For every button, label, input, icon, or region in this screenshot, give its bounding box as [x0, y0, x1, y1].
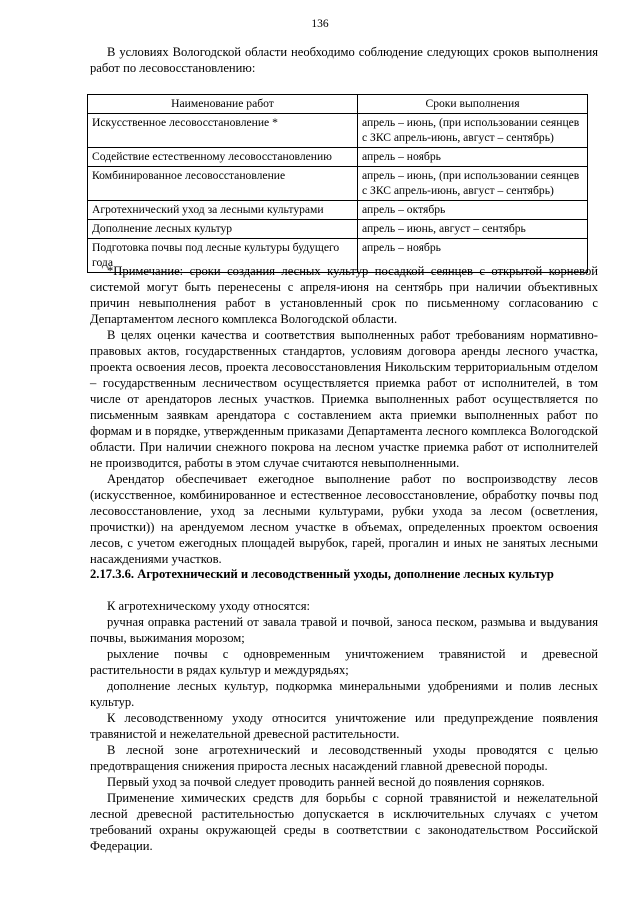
table-header-row: [88, 95, 588, 114]
deadline-cell: апрель – июнь, август – сентябрь: [358, 220, 588, 239]
work-name-cell: Агротехнический уход за лесными культурами: [88, 201, 358, 220]
work-name-cell: Подготовка почвы под лесные культуры будущего года: [88, 239, 358, 273]
work-name-cell: Дополнение лесных культур: [88, 220, 358, 239]
table-row: [88, 201, 588, 220]
note-paragraph: *Примечание: сроки создания лесных культур посадкой сеянцев с открытой корневой системой могут быть перенесены с апреля-июня на сентябрь при наличии объективных причин невыполнения работ в установленный срок по письменному согласованию с Департаментом лесного комплекса Вологодской области.: [90, 264, 598, 326]
table-row: [88, 148, 588, 167]
intro-paragraph: В условиях Вологодской области необходимо соблюдение следующих сроков выполнения работ по лесовосстановлению:: [90, 45, 598, 75]
deadline-cell: апрель – ноябрь: [358, 239, 588, 273]
acceptance-paragraph: В целях оценки качества и соответствия выполненных работ требованиям нормативно-правовых актов, государственных стандартов, условиям договора аренды лесного участка, проекта освоения лесов, проекта лесовосстановления Никольским территориальным отделом – государственным лесничеством осуществляется приемка работ от исполнителей, в том числе от арендаторов лесных участков. Приемка выполненных работ осуществляется по письменным заявкам арендатора с составлением акта приемки выполненных работ по формам и в порядке, утвержденным приказами Департамента лесного комплекса Вологодской области. При наличии снежного покрова на лесном участке приемка работ от исполнителей не производится, работы в этом случае считаются невыполненными.: [90, 328, 598, 470]
work-name-cell: Искусственное лесовосстановление *: [88, 114, 358, 148]
header-work-name: Наименование работ: [88, 95, 358, 114]
deadline-cell: апрель – июнь, (при использовании сеянцев с ЗКС апрель-июнь, август – сентябрь): [358, 114, 588, 148]
body-paragraph: Первый уход за почвой следует проводить ранней весной до появления сорняков.: [107, 775, 545, 789]
table-row: [88, 220, 588, 239]
body-paragraph: К лесоводственному уходу относится уничтожение или предупреждение появления травянистой и нежелательной древесной растительности.: [90, 711, 598, 741]
deadline-cell: апрель – июнь, (при использовании сеянцев с ЗКС апрель-июнь, август – сентябрь): [358, 167, 588, 201]
body-paragraph: В лесной зоне агротехнический и лесоводственный уходы проводятся с целью предотвращения снижения прироста лесных насаждений главной древесной породы.: [90, 743, 598, 773]
body-paragraph: Применение химических средств для борьбы с сорной травянистой и нежелательной лесной древесной растительностью допускается в исключительных случаях с учетом требований охраны окружающей среды в соответствии с законодательством Российской Федерации.: [90, 791, 598, 853]
table-row: [88, 114, 588, 148]
note-block: [90, 263, 598, 567]
care-block: [90, 598, 598, 854]
deadline-cell: апрель – октябрь: [358, 201, 588, 220]
body-paragraph: ручная оправка растений от завала травой и почвой, заноса песком, размыва и выдувания почвы, выжимания морозом;: [90, 615, 598, 645]
deadline-cell: апрель – ноябрь: [358, 148, 588, 167]
work-name-cell: Комбинированное лесовосстановление: [88, 167, 358, 201]
body-paragraph: рыхление почвы с одновременным уничтожением травянистой и древесной растительности в рядах культур и междурядьях;: [90, 647, 598, 677]
tenant-duties-paragraph: Арендатор обеспечивает ежегодное выполнение работ по воспроизводству лесов (искусственное, комбинированное и естественное лесовосстановление, обработку почвы под лесовосстановление, уход за лесными культурами, рубки ухода за лесом (осветления, прочистки)) на арендуемом лесном участке в объемах, определенных проектом освоения лесов, с учетом ежегодных площадей вырубок, гарей, прогалин и иных не занятых лесными насаждениями участков.: [90, 472, 598, 566]
header-deadlines: Сроки выполнения: [358, 95, 588, 114]
body-paragraph: К агротехническому уходу относятся:: [107, 599, 311, 613]
page-number: 136: [311, 18, 329, 30]
section-heading: 2.17.3.6. Агротехнический и лесоводственный уходы, дополнение лесных культур: [90, 567, 554, 581]
intro-block: [90, 44, 598, 76]
table-row: [88, 167, 588, 201]
reforestation-schedule-table: [87, 94, 588, 273]
work-name-cell: Содействие естественному лесовосстановлению: [88, 148, 358, 167]
body-paragraph: дополнение лесных культур, подкормка минеральными удобрениями и полив лесных культур.: [90, 679, 598, 709]
